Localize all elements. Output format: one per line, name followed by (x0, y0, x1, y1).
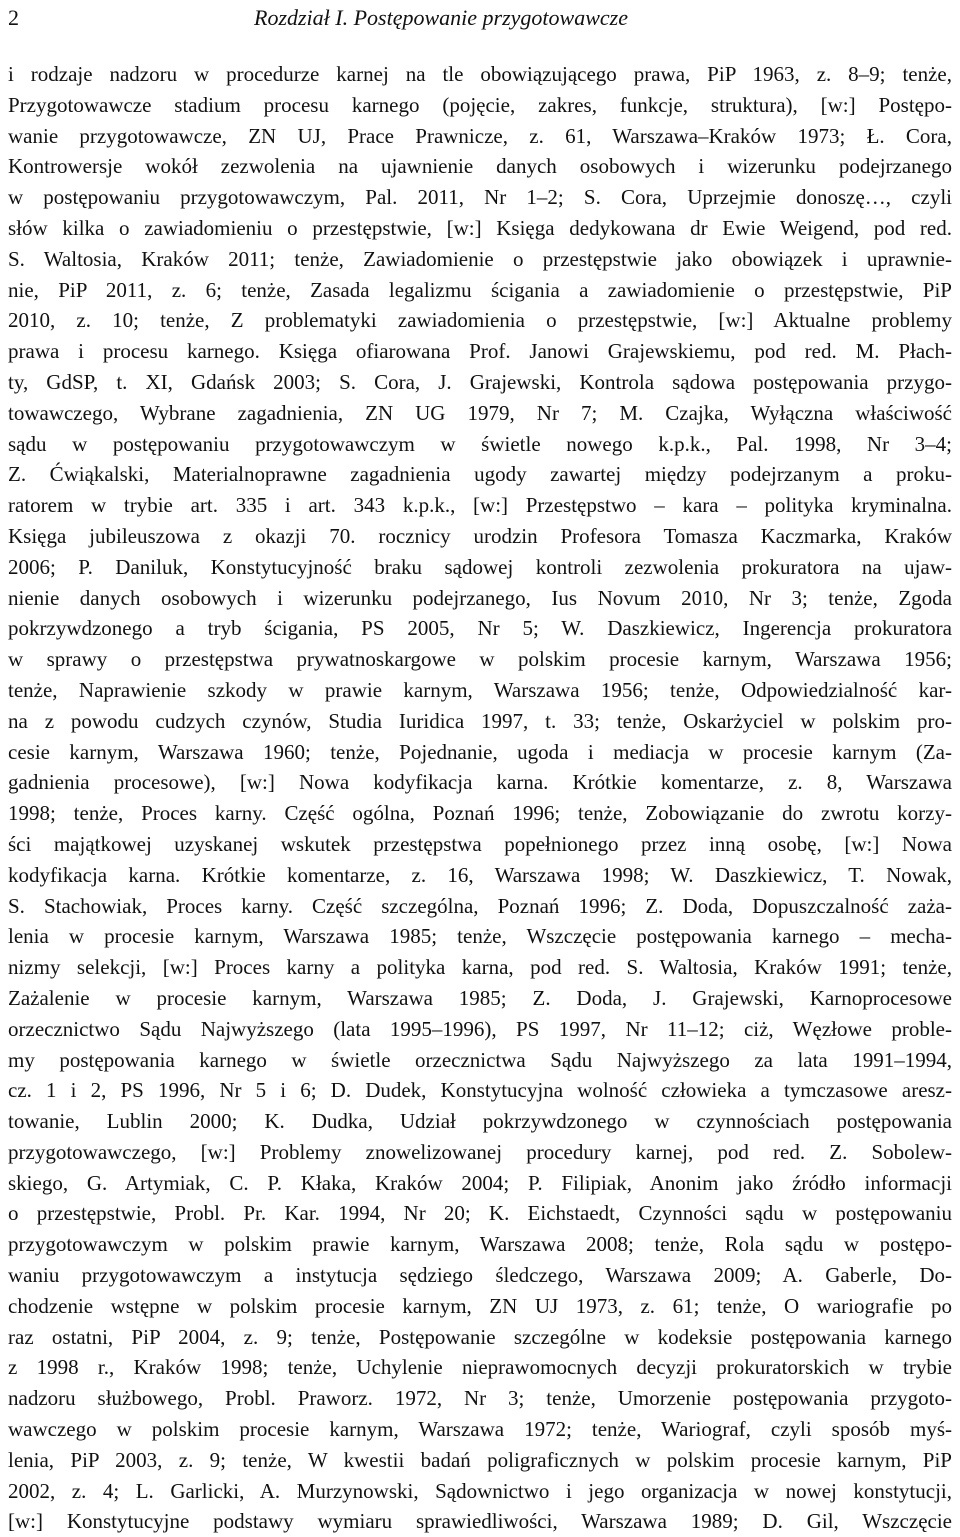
text-line: prawa i procesu karnego. Księga ofiarowana Prof. Janowi Grajewskiemu, pod red. M. Płach- (8, 339, 952, 364)
text-line: Kontrowersje wokół zezwolenia na ujawnienie danych osobowych i wizerunku podejrzanego (8, 154, 952, 179)
text-line: lenia, PiP 2003, z. 9; tenże, W kwestii badań poligraficznych w polskim procesie karnym, PiP (8, 1447, 952, 1472)
text-line: Z. Ćwiąkalski, Materialnoprawne zagadnienia ugody zawartej między podejrzanym a proku- (8, 462, 952, 487)
text-line: 2006; P. Daniluk, Konstytucyjność braku sądowej kontroli zezwolenia prokuratora na ujaw- (8, 554, 952, 579)
text-line: chodzenie wstępne w polskim procesie karnym, ZN UJ 1973, z. 61; tenże, O wariografie po (8, 1293, 952, 1318)
text-line: 1998; tenże, Proces karny. Część ogólna, Poznań 1996; tenże, Zobowiązanie do zwrotu korzy- (8, 801, 952, 826)
text-line: wanie przygotowawcze, ZN UJ, Prace Prawnicze, z. 61, Warszawa–Kraków 1973; Ł. Cora, (8, 123, 952, 148)
text-line: [w:] Konstytucyjne podstawy wymiaru sprawiedliwości, Warszawa 1989; D. Gil, Wszczęcie (8, 1509, 952, 1534)
text-line: S. Waltosia, Kraków 2011; tenże, Zawiadomienie o przestępstwie jako obowiązek i uprawnie- (8, 246, 952, 271)
text-line: wawczego w polskim procesie karnym, Warszawa 1972; tenże, Wariograf, czyli sposób myś- (8, 1417, 952, 1442)
text-line: przygotowawczym w polskim prawie karnym, Warszawa 2008; tenże, Rola sądu w postępo- (8, 1232, 952, 1257)
text-line: cz. 1 i 2, PS 1996, Nr 5 i 6; D. Dudek, Konstytucyjna wolność człowieka a tymczasowe aresz- (8, 1078, 952, 1103)
text-line: z 1998 r., Kraków 1998; tenże, Uchylenie nieprawomocnych decyzji prokuratorskich w trybie (8, 1355, 952, 1380)
page-number: 2 (8, 5, 19, 30)
text-line: nizmy selekcji, [w:] Proces karny a polityka karna, pod red. S. Waltosia, Kraków 1991; tenże, (8, 955, 952, 980)
text-line: nienie danych osobowych i wizerunku podejrzanego, Ius Novum 2010, Nr 3; tenże, Zgoda (8, 585, 952, 610)
text-line: towawczego, Wybrane zagadnienia, ZN UG 1979, Nr 7; M. Czajka, Wyłączna właściwość (8, 400, 952, 425)
text-line: tenże, Naprawienie szkody w prawie karnym, Warszawa 1956; tenże, Odpowiedzialność kar- (8, 677, 952, 702)
text-line: w sprawy o przestępstwa prywatnoskargowe w polskim procesie karnym, Warszawa 1956; (8, 647, 952, 672)
text-line: S. Stachowiak, Proces karny. Część szczególna, Poznań 1996; Z. Doda, Dopuszczalność zaża- (8, 893, 952, 918)
text-line: sądu w postępowaniu przygotowawczym w świetle nowego k.p.k., Pal. 1998, Nr 3–4; (8, 431, 952, 456)
text-line: ty, GdSP, t. XI, Gdańsk 2003; S. Cora, J. Grajewski, Kontrola sądowa postępowania przygo- (8, 369, 952, 394)
text-line: Księga jubileuszowa z okazji 70. rocznicy urodzin Profesora Tomasza Kaczmarka, Kraków (8, 523, 952, 548)
text-line: 2002, z. 4; L. Garlicki, A. Murzynowski, Sądownictwo i jego organizacja w nowej konstytucji, (8, 1478, 952, 1503)
text-line: 2010, z. 10; tenże, Z problematyki zawiadomienia o przestępstwie, [w:] Aktualne problemy (8, 308, 952, 333)
text-line: przygotowawczego, [w:] Problemy znowelizowanej procedury karnej, pod red. Z. Sobolew- (8, 1139, 952, 1164)
bibliography-text (8, 59, 952, 1537)
text-line: my postępowania karnego w świetle orzecznictwa Sądu Najwyższego za lata 1991–1994, (8, 1047, 952, 1072)
text-line: orzecznictwo Sądu Najwyższego (lata 1995–1996), PS 1997, Nr 11–12; ciż, Węzłowe proble- (8, 1016, 952, 1041)
text-line: nie, PiP 2011, z. 6; tenże, Zasada legalizmu ścigania a zawiadomienie o przestępstwie, PiP (8, 277, 952, 302)
text-line: raz ostatni, PiP 2004, z. 9; tenże, Postępowanie szczególne w kodeksie postępowania karnego (8, 1324, 952, 1349)
text-line: skiego, G. Artymiak, C. P. Kłaka, Kraków 2004; P. Filipiak, Anonim jako źródło informacji (8, 1170, 952, 1195)
text-line: ści majątkowej uzyskanej wskutek przestępstwa popełnionego przez inną osobę, [w:] Nowa (8, 831, 952, 856)
text-line: nadzoru służbowego, Probl. Praworz. 1972, Nr 3; tenże, Umorzenie postępowania przygoto- (8, 1386, 952, 1411)
text-line: o przestępstwie, Probl. Pr. Kar. 1994, Nr 20; K. Eichstaedt, Czynności sądu w postępowaniu (8, 1201, 952, 1226)
page-header (8, 2, 952, 34)
text-line: ratorem w trybie art. 335 i art. 343 k.p.k., [w:] Przestępstwo – kara – polityka kryminalna. (8, 493, 952, 518)
text-line: Zażalenie w procesie karnym, Warszawa 1985; Z. Doda, J. Grajewski, Karnoprocesowe (8, 985, 952, 1010)
text-line: i rodzaje nadzoru w procedurze karnej na tle obowiązującego prawa, PiP 1963, z. 8–9; tenże, (8, 62, 952, 86)
text-line: słów kilka o zawiadomieniu o przestępstwie, [w:] Księga dedykowana dr Ewie Weigend, pod red. (8, 215, 952, 240)
text-line: pokrzywdzonego a tryb ścigania, PS 2005, Nr 5; W. Daszkiewicz, Ingerencja prokuratora (8, 616, 952, 641)
text-line: gadnienia procesowe), [w:] Nowa kodyfikacja karna. Krótkie komentarze, z. 8, Warszawa (8, 770, 952, 795)
text-line: cesie karnym, Warszawa 1960; tenże, Pojednanie, ugoda i mediacja w procesie karnym (Za- (8, 739, 952, 764)
running-title: Rozdział I. Postępowanie przygotowawcze (254, 5, 628, 30)
text-line: Przygotowawcze stadium procesu karnego (pojęcie, zakres, funkcje, struktura), [w:] Postępo- (8, 92, 952, 117)
text-line: na z powodu cudzych czynów, Studia Iuridica 1997, t. 33; tenże, Oskarżyciel w polskim pro- (8, 708, 952, 733)
text-line: waniu przygotowawczym a instytucja sędziego śledczego, Warszawa 2009; A. Gaberle, Do- (8, 1263, 952, 1288)
text-line: w postępowaniu przygotowawczym, Pal. 2011, Nr 1–2; S. Cora, Uprzejmie donoszę…, czyli (8, 185, 952, 210)
text-line: kodyfikacja karna. Krótkie komentarze, z. 16, Warszawa 1998; W. Daszkiewicz, T. Nowak, (8, 862, 952, 887)
text-line: towanie, Lublin 2000; K. Dudka, Udział pokrzywdzonego w czynnościach postępowania (8, 1109, 952, 1134)
text-line: lenia w procesie karnym, Warszawa 1985; tenże, Wszczęcie postępowania karnego – mecha- (8, 924, 952, 949)
